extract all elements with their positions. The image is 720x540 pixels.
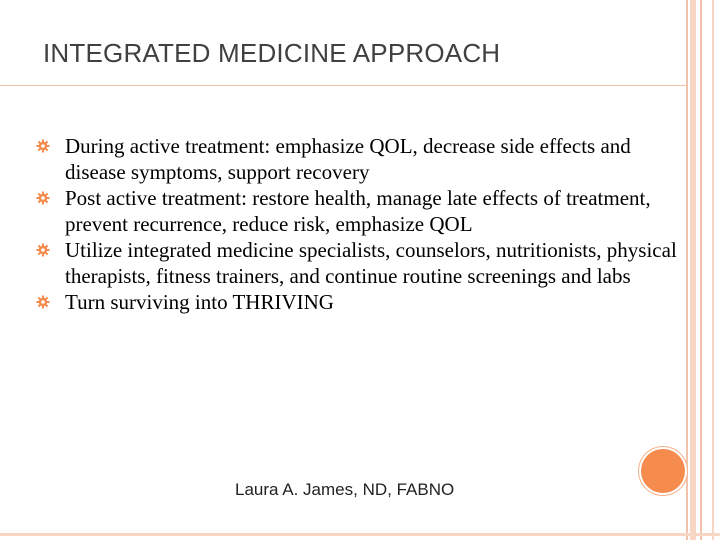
frame-line bbox=[686, 0, 688, 540]
bullet-item bbox=[36, 185, 686, 237]
bullet-text: Utilize integrated medicine specialists, counselors, nutritionists, physical therapists, fitness trainers, and continue routine screenings and labs bbox=[65, 238, 677, 288]
bullet-item bbox=[36, 237, 686, 289]
bullet-text: Post active treatment: restore health, manage late effects of treatment, prevent recurrence, reduce risk, emphasize QOL bbox=[65, 186, 651, 236]
frame-line bbox=[712, 0, 714, 540]
frame-bottom-border bbox=[0, 533, 720, 536]
bullet-item bbox=[36, 289, 686, 315]
decorative-circle-icon bbox=[641, 449, 685, 493]
footer-author: Laura A. James, ND, FABNO bbox=[235, 480, 455, 499]
frame-line bbox=[700, 0, 702, 540]
title-divider bbox=[0, 85, 686, 86]
gear-icon bbox=[36, 243, 50, 257]
bullet-item bbox=[36, 133, 686, 185]
frame-band bbox=[690, 0, 696, 540]
gear-icon bbox=[36, 295, 50, 309]
bullet-text: During active treatment: emphasize QOL, decrease side effects and disease symptoms, support recovery bbox=[65, 134, 631, 184]
bullet-list bbox=[36, 133, 686, 315]
slide-title: INTEGRATED MEDICINE APPROACH bbox=[43, 38, 501, 68]
gear-icon bbox=[36, 191, 50, 205]
gear-icon bbox=[36, 139, 50, 153]
bullet-text: Turn surviving into THRIVING bbox=[65, 290, 334, 314]
